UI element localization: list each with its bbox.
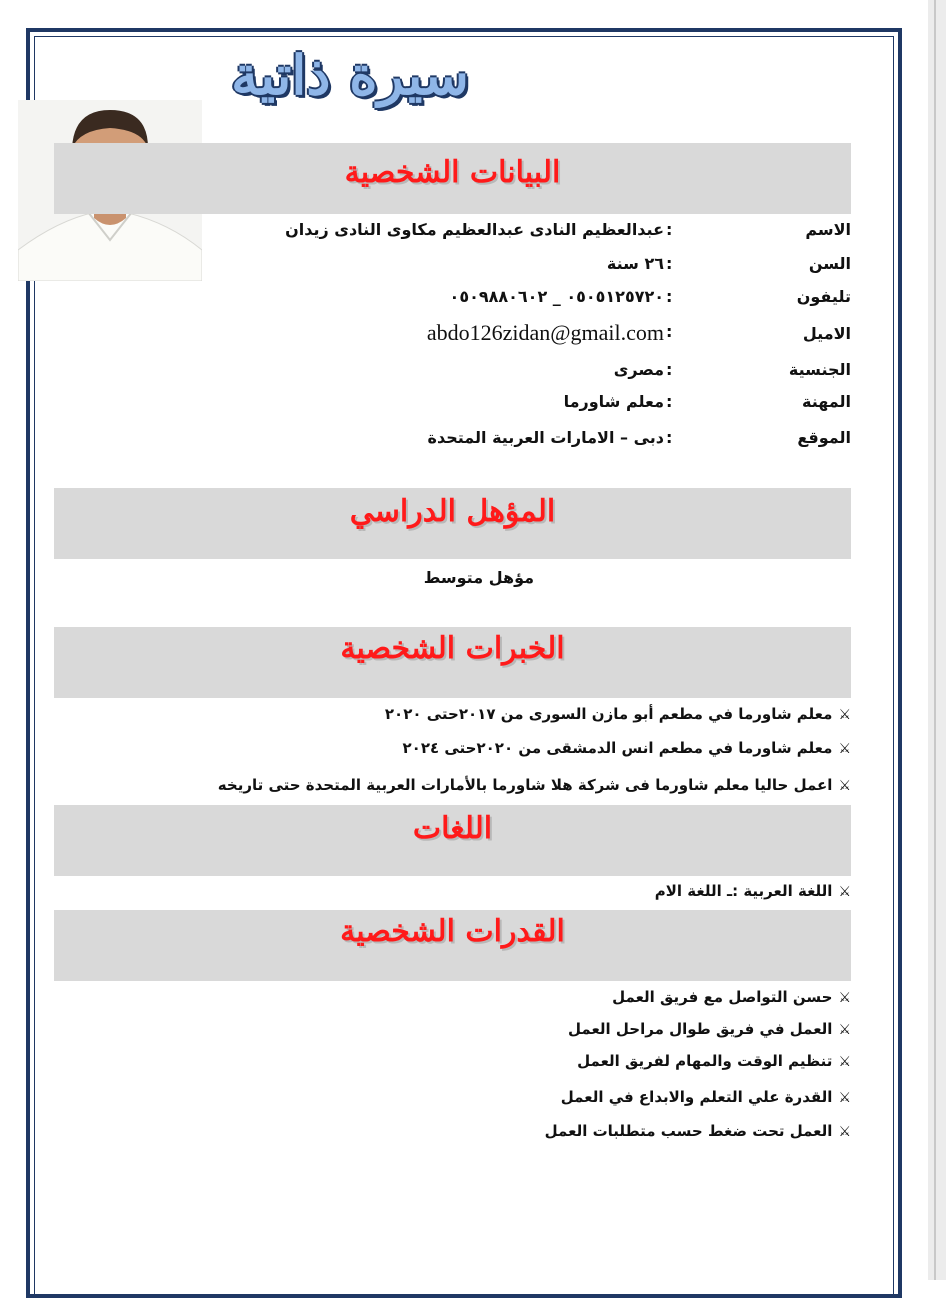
personal-label: الاسم [805,220,851,239]
experience-text: معلم شاورما في مطعم انس الدمشقى من ٢٠٢٠حتى ٢٠٢٤ [402,739,833,757]
personal-value: ٠٥٠٥١٢٥٧٢٠ _ ٠٥٠٩٨٨٠٦٠٢ [449,287,664,306]
skill-text: العمل في فريق طوال مراحل العمل [568,1020,833,1038]
personal-row-location [0,428,946,454]
colon: : [666,220,673,239]
section-title-experience: الخبرات الشخصية [340,631,565,666]
personal-label: الاميل [802,324,851,343]
colon: : [666,392,673,411]
skill-text: القدرة علي التعلم والابداع في العمل [560,1088,833,1106]
education-row [0,568,946,594]
education-value: مؤهل متوسط [423,568,534,587]
email-value: abdo126zidan@gmail.com [426,320,664,345]
experience-item [385,705,851,723]
palm-swords-emblem-icon: ⚔ [838,1090,851,1106]
section-band-languages [54,805,851,876]
skill-item [568,1020,851,1038]
personal-row-phone [0,287,946,313]
colon: : [666,428,673,447]
colon: : [666,254,673,273]
language-item [655,882,851,900]
experience-item [403,739,851,757]
palm-swords-emblem-icon: ⚔ [838,1054,851,1070]
experience-text: اعمل حاليا معلم شاورما فى شركة هلا شاورما بالأمارات العربية المتحدة حتى تاريخه [217,776,833,794]
personal-label: السن [808,254,851,273]
skill-item [545,1122,851,1140]
personal-row-age [0,254,946,280]
personal-row-nationality [0,360,946,386]
palm-swords-emblem-icon: ⚔ [838,778,851,794]
page-edge-line [934,0,936,1280]
experience-text: معلم شاورما في مطعم أبو مازن السورى من ٢٠١٧حتى ٢٠٢٠ [384,705,833,723]
colon: : [666,322,673,341]
colon: : [666,360,673,379]
colon: : [666,287,673,306]
section-title-skills: القدرات الشخصية [340,914,565,949]
personal-value: دبى – الامارات العربية المتحدة [427,428,664,447]
skill-item [561,1088,851,1106]
palm-swords-emblem-icon: ⚔ [838,884,851,900]
personal-value: عبدالعظيم النادى عبدالعظيم مكاوى النادى زيدان [285,220,664,239]
skill-text: تنظيم الوقت والمهام لفريق العمل [577,1052,833,1070]
section-band-personal [54,143,851,214]
section-band-skills [54,910,851,981]
palm-swords-emblem-icon: ⚔ [838,707,851,723]
personal-value: مصرى [613,360,664,379]
page-edge-strip [928,0,946,1280]
section-title-education: المؤهل الدراسي [349,494,556,529]
palm-swords-emblem-icon: ⚔ [838,1022,851,1038]
palm-swords-emblem-icon: ⚔ [838,990,851,1006]
personal-value: معلم شاورما [563,392,664,411]
personal-row-name [0,220,946,246]
palm-swords-emblem-icon: ⚔ [838,1124,851,1140]
personal-row-profession [0,392,946,418]
cv-title: سيرة ذاتية [231,43,469,107]
skill-item [612,988,851,1006]
experience-item [218,776,851,794]
personal-label: الجنسية [788,360,851,379]
skill-item [577,1052,851,1070]
palm-swords-emblem-icon: ⚔ [838,741,851,757]
skill-text: حسن التواصل مع فريق العمل [612,988,833,1006]
personal-label: المهنة [801,392,851,411]
personal-value: ٢٦ سنة [606,254,664,273]
personal-label: تليفون [796,287,851,306]
section-band-education [54,488,851,559]
language-text: اللغة العربية :ـ اللغة الام [654,882,833,900]
section-title-languages: اللغات [412,811,493,846]
section-band-experience [54,627,851,698]
personal-label: الموقع [797,428,851,447]
section-title-personal: البيانات الشخصية [344,155,561,190]
skill-text: العمل تحت ضغط حسب متطلبات العمل [544,1122,833,1140]
personal-row-email [0,320,946,350]
